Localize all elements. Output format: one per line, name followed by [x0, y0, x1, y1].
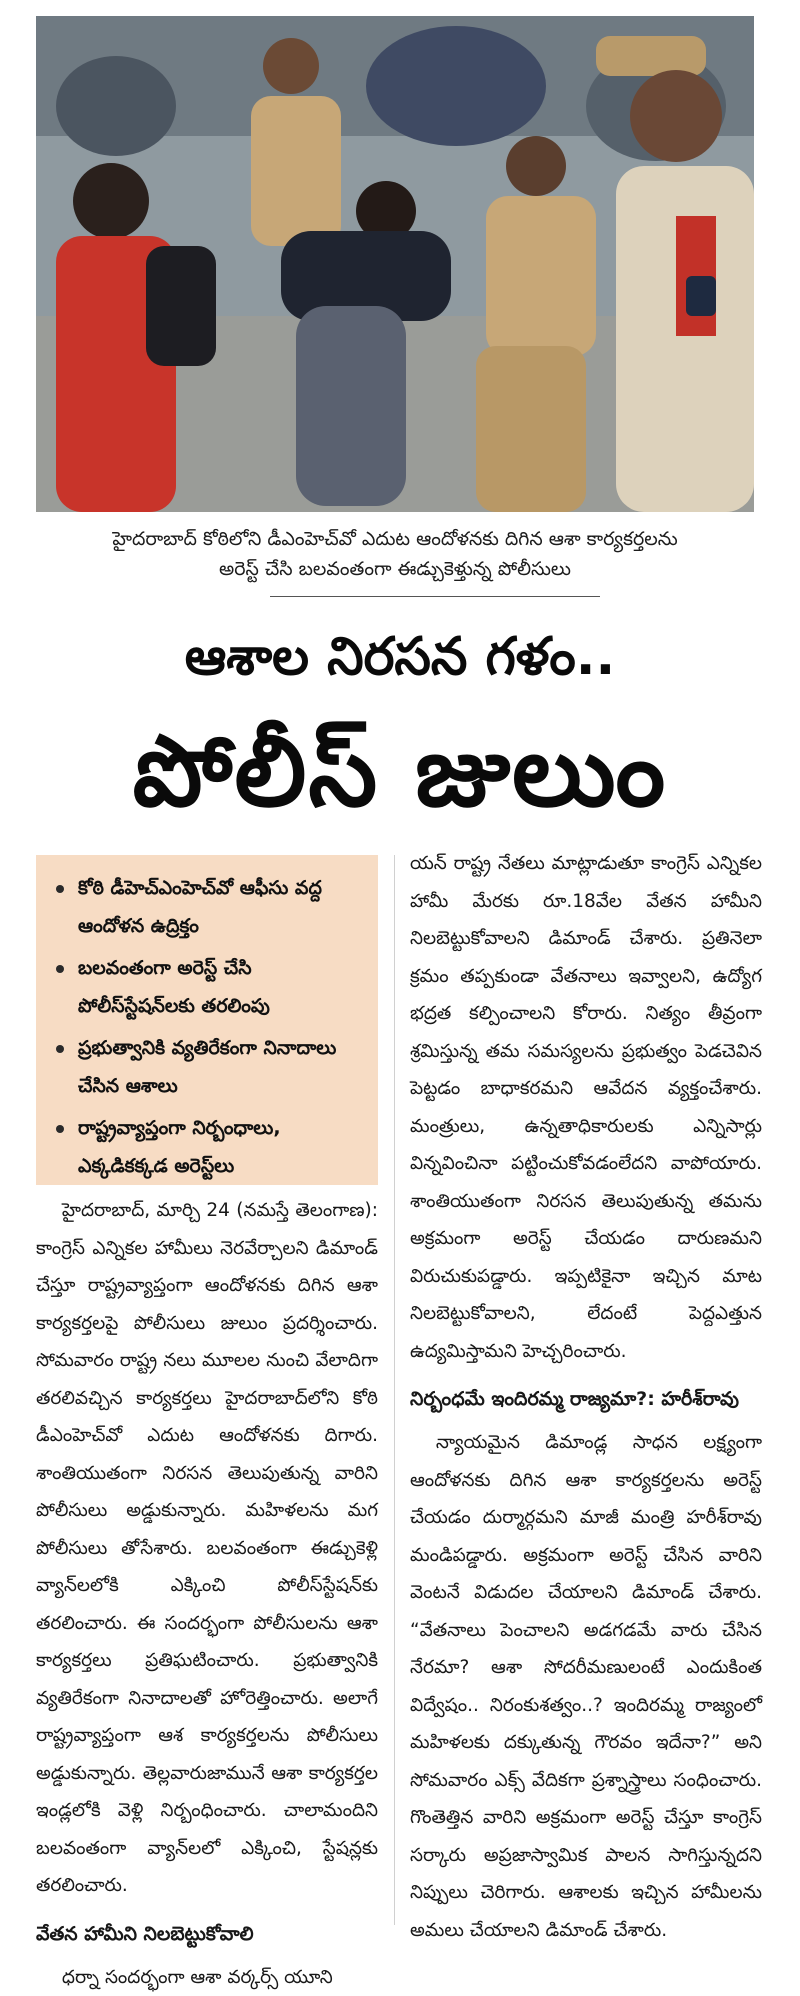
column-divider: [394, 855, 395, 1925]
headline-kicker: ఆశాల నిరసన గళం..: [0, 622, 800, 692]
headline: పోలీస్ జులుం: [0, 712, 800, 832]
section-subhead: వేతన హామీని నిలబెట్టుకోవాలి: [36, 1915, 378, 1953]
highlight-item: బలవంతంగా అరెస్ట్ చేసి పోలీస్‌స్టేషన్‌లకు తరలింపు: [52, 949, 364, 1025]
news-photo: [36, 16, 754, 512]
photo-caption: [36, 524, 754, 584]
article-column-left: [36, 1192, 378, 1996]
section-subhead: నిర్బంధమే ఇందిరమ్మ రాజ్యమా?: హరీశ్‌రావు: [410, 1380, 762, 1418]
highlight-item: కోఠి డీహెచ్‌ఎంహెచ్‌వో ఆఫీసు వద్ద ఆందోళన ఉద్రిక్తం: [52, 869, 364, 945]
body-paragraph: ధర్నా సందర్భంగా ఆశా వర్కర్స్ యూని: [36, 1959, 378, 1996]
body-paragraph: యన్ రాష్ట్ర నేతలు మాట్లాడుతూ కాంగ్రెస్ ఎన్నికల హామీ మేరకు రూ.18వేల వేతన హామీని నిలబెట్టుకోవాలని డిమాండ్ చేశారు. ప్రతినెలా క్రమం తప్పకుండా వేతనాలు ఇవ్వాలని, ఉద్యోగ భద్రత కల్పించాలని కోరారు. నిత్యం తీవ్రంగా శ్రమిస్తున్న తమ సమస్యలను ప్రభుత్వం పెడచెవిన పెట్టడం బాధాకరమని ఆవేదన వ్యక్తంచేశారు. మంత్రులు, ఉన్నతాధికారులకు ఎన్నిసార్లు విన్నవించినా పట్టించుకోవడంలేదని వాపోయారు. శాంతియుతంగా నిరసన తెలుపుతున్న తమను అక్రమంగా అరెస్ట్ చేయడం దారుణమని విరుచుకుపడ్డారు. ఇప్పటికైనా ఇచ్చిన మాట నిలబెట్టుకోవాలని, లేదంటే పెద్దఎత్తున ఉద్యమిస్తామని హెచ్చరించారు.: [410, 845, 762, 1370]
body-paragraph: న్యాయమైన డిమాండ్ల సాధన లక్ష్యంగా ఆందోళనకు దిగిన ఆశా కార్యకర్తలను అరెస్ట్ చేయడం దుర్మార్గమని మాజీ మంత్రి హరీశ్‌రావు మండిపడ్డారు. అక్రమంగా అరెస్ట్ చేసిన వారిని వెంటనే విడుదల చేయాలని డిమాండ్ చేశారు. “వేతనాలు పెంచాలని అడగడమే వారు చేసిన నేరమా? ఆశా సోదరీమణులంటే ఎందుకింత విద్వేషం.. నిరంకుశత్వం..? ఇందిరమ్మ రాజ్యంలో మహిళలకు దక్కుతున్న గౌరవం ఇదేనా?” అని సోమవారం ఎక్స్ వేదికగా ప్రశ్నాస్త్రాలు సంధించారు. గొంతెత్తిన వారిని అక్రమంగా అరెస్ట్ చేస్తూ కాంగ్రెస్ సర్కారు అప్రజాస్వామిక పాలన సాగిస్తున్నదని నిప్పులు చెరిగారు. ఆశాలకు ఇచ్చిన హామీలను అమలు చేయాలని డిమాండ్ చేశారు.: [410, 1424, 762, 1949]
body-paragraph: హైదరాబాద్, మార్చి 24 (నమస్తే తెలంగాణ): కాంగ్రెస్ ఎన్నికల హామీలు నెరవేర్చాలని డిమాండ్ చేస్తూ రాష్ట్రవ్యాప్తంగా ఆందోళనకు దిగిన ఆశా కార్యకర్తలపై పోలీసులు జులుం ప్రదర్శించారు. సోమవారం రాష్ట్ర నలు మూలల నుంచి వేలాదిగా తరలివచ్చిన కార్యకర్తలు హైదరాబాద్‌లోని కోఠి డీఎంహెచ్‌వో ఎదుట ఆందోళనకు దిగారు. శాంతియుతంగా నిరసన తెలుపుతున్న వారిని పోలీసులు అడ్డుకున్నారు. మహిళలను మగ పోలీసులు తోసేశారు. బలవంతంగా ఈడ్చుకెళ్లి వ్యాన్‌లలోకి ఎక్కించి పోలీస్‌స్టేషన్‌కు తరలించారు. ఈ సందర్భంగా పోలీసులను ఆశా కార్యకర్తలు ప్రతిఘటించారు. ప్రభుత్వానికి వ్యతిరేకంగా నినాదాలతో హోరెత్తించారు. అలాగే రాష్ట్రవ్యాప్తంగా ఆశ కార్యకర్తలను పోలీసులు అడ్డుకున్నారు. తెల్లవారుజామునే ఆశా కార్యకర్తల ఇండ్లలోకి వెళ్లి నిర్బంధించారు. చాలామందిని బలవంతంగా వ్యాన్‌లలో ఎక్కించి, స్టేషన్లకు తరలించారు.: [36, 1192, 378, 1905]
highlight-item: రాష్ట్రవ్యాప్తంగా నిర్బంధాలు, ఎక్కడికక్కడ అరెస్ట్‌లు: [52, 1109, 364, 1185]
highlight-item: ప్రభుత్వానికి వ్యతిరేకంగా నినాదాలు చేసిన ఆశాలు: [52, 1029, 364, 1105]
caption-line-1: హైదరాబాద్ కోఠిలోని డీఎంహెచ్‌వో ఎదుట ఆందోళనకు దిగిన ఆశా కార్యకర్తలను: [36, 524, 754, 554]
caption-divider: [270, 596, 600, 597]
caption-line-2: అరెస్ట్ చేసి బలవంతంగా ఈడ్చుకెళ్తున్న పోలీసులు: [36, 554, 754, 584]
highlights-box: [36, 855, 378, 1185]
protest-photo-icon: [36, 16, 754, 512]
article-column-right: [410, 845, 762, 1949]
